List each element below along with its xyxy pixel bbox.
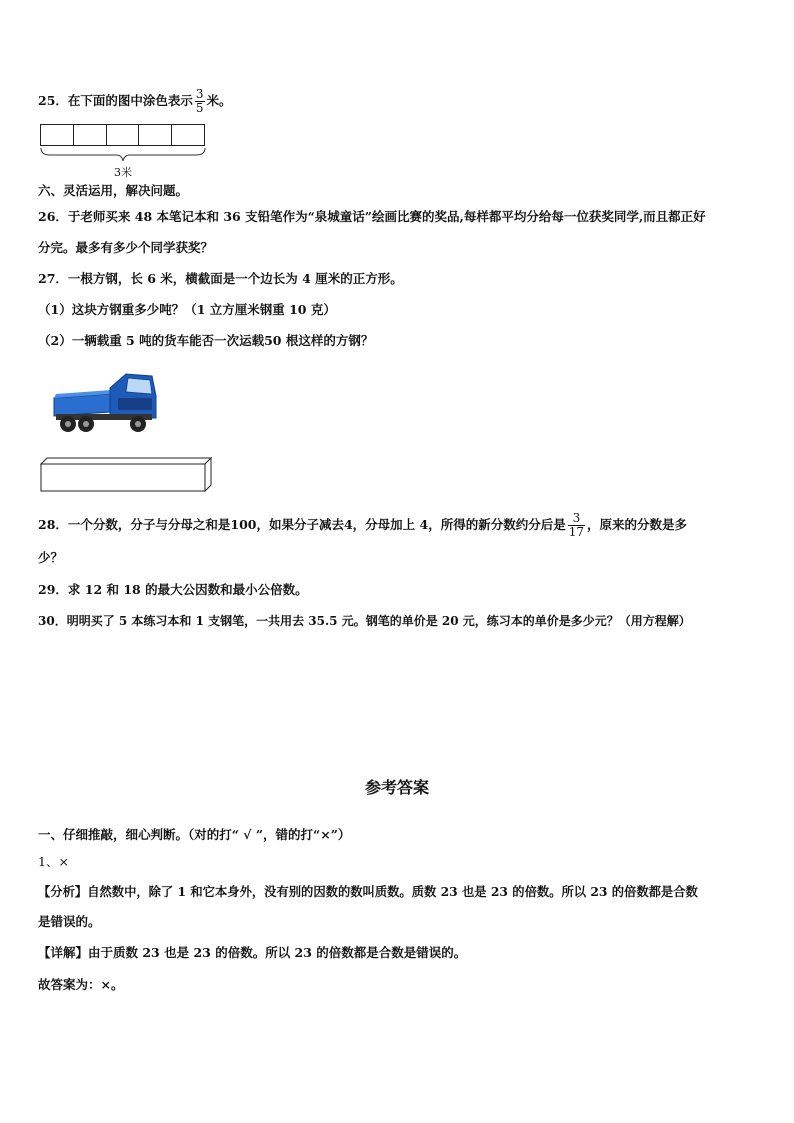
q25-cell-5 bbox=[172, 125, 204, 145]
analysis-line2: 是错误的。 bbox=[38, 914, 101, 929]
q25-text-before: 25．在下面的图中涂色表示 bbox=[38, 93, 193, 108]
answers-section1: 一、仔细推敲，细心判断。（对的打“ √ ”，错的打“×”） bbox=[38, 827, 351, 842]
q25-segment-bar bbox=[40, 124, 205, 146]
q25-fraction bbox=[195, 88, 205, 115]
q27-sub2: （2）一辆载重 5 吨的货车能否一次运载50 根这样的方钢？ bbox=[38, 333, 374, 348]
q30-text: 30．明明买了 5 本练习本和 1 支钢笔，一共用去 35.5 元。钢笔的单价是 20 元，练习本的单价是多少元？（用方程解） bbox=[38, 614, 691, 628]
q26-line2: 分完。最多有多少个同学获奖？ bbox=[38, 240, 214, 255]
answers-title: 参考答案 bbox=[364, 778, 429, 797]
conclusion-line: 故答案为：×。 bbox=[38, 977, 124, 992]
steel-bar-prism bbox=[40, 457, 212, 493]
q25-cell-3 bbox=[107, 125, 140, 145]
answer-item1: 1、× bbox=[38, 854, 69, 869]
q25-line bbox=[38, 88, 232, 115]
q25-frac-num: 3 bbox=[195, 87, 204, 101]
q29-text: 29．求 12 和 18 的最大公因数和最小公倍数。 bbox=[38, 582, 308, 597]
q28-fraction bbox=[568, 512, 585, 539]
q25-cell-4 bbox=[139, 125, 172, 145]
q25-brace bbox=[40, 147, 206, 163]
analysis-line1: 【分析】自然数中，除了 1 和它本身外，没有别的因数的数叫质数。质数 23 也是 23 的倍数。所以 23 的倍数都是合数 bbox=[38, 884, 698, 899]
detail-line: 【详解】由于质数 23 也是 23 的倍数。所以 23 的倍数都是合数是错误的。 bbox=[38, 945, 467, 960]
truck-illustration bbox=[52, 368, 160, 434]
q26-line1: 26．于老师买来 48 本笔记本和 36 支铅笔作为“泉城童话”绘画比赛的奖品,每样都平均分给每一位获奖同学,而且都正好 bbox=[38, 209, 706, 224]
q27-line1: 27．一根方钢，长 6 米，横截面是一个边长为 4 厘米的正方形。 bbox=[38, 271, 403, 286]
q28-line1 bbox=[38, 512, 687, 539]
q28-frac-den: 17 bbox=[568, 525, 585, 539]
q27-sub1: （1）这块方钢重多少吨？（1 立方厘米钢重 10 克） bbox=[38, 302, 336, 317]
q28-text-before: 28．一个分数，分子与分母之和是100，如果分子减去4，分母加上 4，所得的新分数约分后是 bbox=[38, 517, 566, 532]
q28-frac-num: 3 bbox=[568, 512, 585, 526]
q25-cell-1 bbox=[41, 125, 74, 145]
q25-text-after: 米。 bbox=[206, 93, 232, 108]
q25-frac-den: 5 bbox=[195, 101, 204, 115]
q28-line2: 少？ bbox=[38, 550, 64, 565]
q25-brace-label: 3米 bbox=[114, 166, 132, 179]
q25-cell-2 bbox=[74, 125, 107, 145]
q28-text-after: ，原来的分数是多 bbox=[587, 517, 688, 532]
section6-title: 六、灵活运用，解决问题。 bbox=[38, 183, 189, 198]
